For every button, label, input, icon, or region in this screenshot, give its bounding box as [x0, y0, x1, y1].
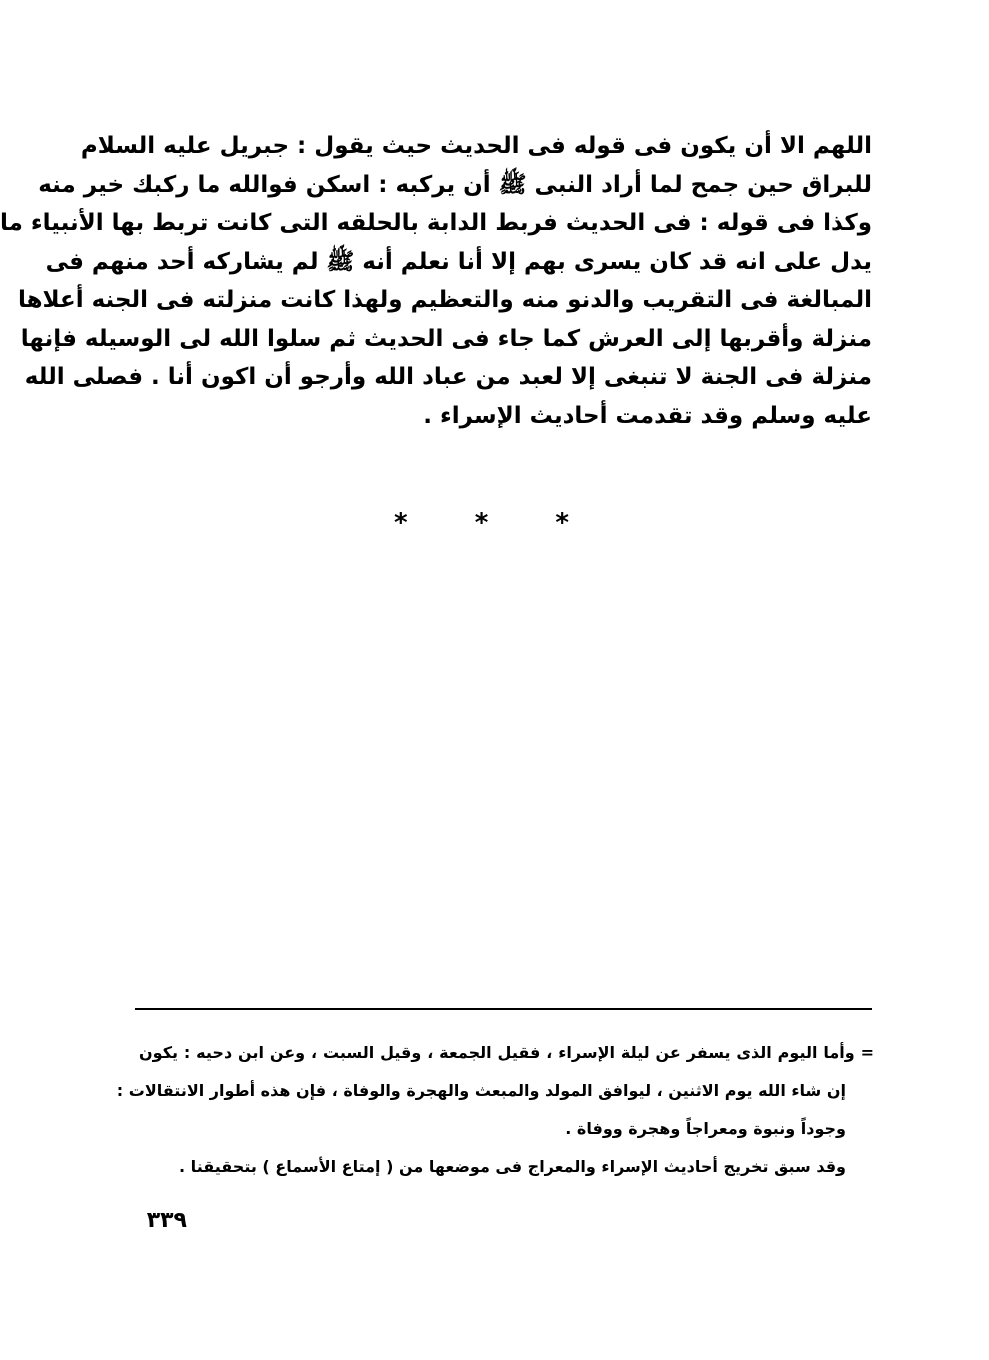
- text-line: للبراق حين جمح لما أراد النبى ﷺ أن يركبه : اسكن فوالله ما ركبك خير منه: [38, 171, 872, 198]
- text-line: وكذا فى قوله : فى الحديث فربط الدابة بالحلقه التى كانت تربط بها الأنبياء ما: [0, 210, 872, 236]
- footnotes: [116, 1034, 874, 1186]
- footnote-line: = وأما اليوم الذى يسفر عن ليلة الإسراء ، فقيل الجمعة ، وقيل السبت ، وعن ابن دحيه : يكون: [139, 1043, 874, 1062]
- text-line: منزلة فى الجنة لا تنبغى إلا لعبد من عباد الله وأرجو أن اكون أنا . فصلى الله: [24, 364, 872, 390]
- separator-star: *: [394, 508, 408, 538]
- text-line: اللهم الا أن يكون فى قوله فى الحديث حيث يقول : جبريل عليه السلام: [80, 133, 872, 159]
- separator-star: *: [555, 508, 569, 538]
- footnote-line: إن شاء الله يوم الاثنين ، ليوافق المولد والمبعث والهجرة والوفاة ، فإن هذه أطوار الانتقالات :: [116, 1081, 846, 1100]
- text-line: عليه وسلم وقد تقدمت أحاديث الإسراء .: [423, 402, 872, 429]
- main-paragraph: [0, 127, 872, 435]
- text-line: المبالغة فى التقريب والدنو منه والتعظيم ولهذا كانت منزلته فى الجنه أعلاها: [17, 287, 872, 313]
- section-separator: [394, 508, 569, 538]
- text-line: يدل على انه قد كان يسرى بهم إلا أنا نعلم أنه ﷺ لم يشاركه أحد منهم فى: [45, 248, 872, 275]
- separator-star: *: [474, 508, 489, 538]
- footnote-divider: [135, 1008, 872, 1010]
- text-line: منزلة وأقربها إلى العرش كما جاء فى الحديث ثم سلوا الله لى الوسيله فإنها: [20, 325, 872, 352]
- footnote-line: وجوداً ونبوة ومعراجاً وهجرة ووفاة .: [565, 1119, 846, 1138]
- page-number: ٣٣٩: [146, 1208, 187, 1233]
- footnote-line: وقد سبق تخريج أحاديث الإسراء والمعراج فى موضعها من ( إمتاع الأسماع ) بتحقيقنا .: [179, 1157, 846, 1176]
